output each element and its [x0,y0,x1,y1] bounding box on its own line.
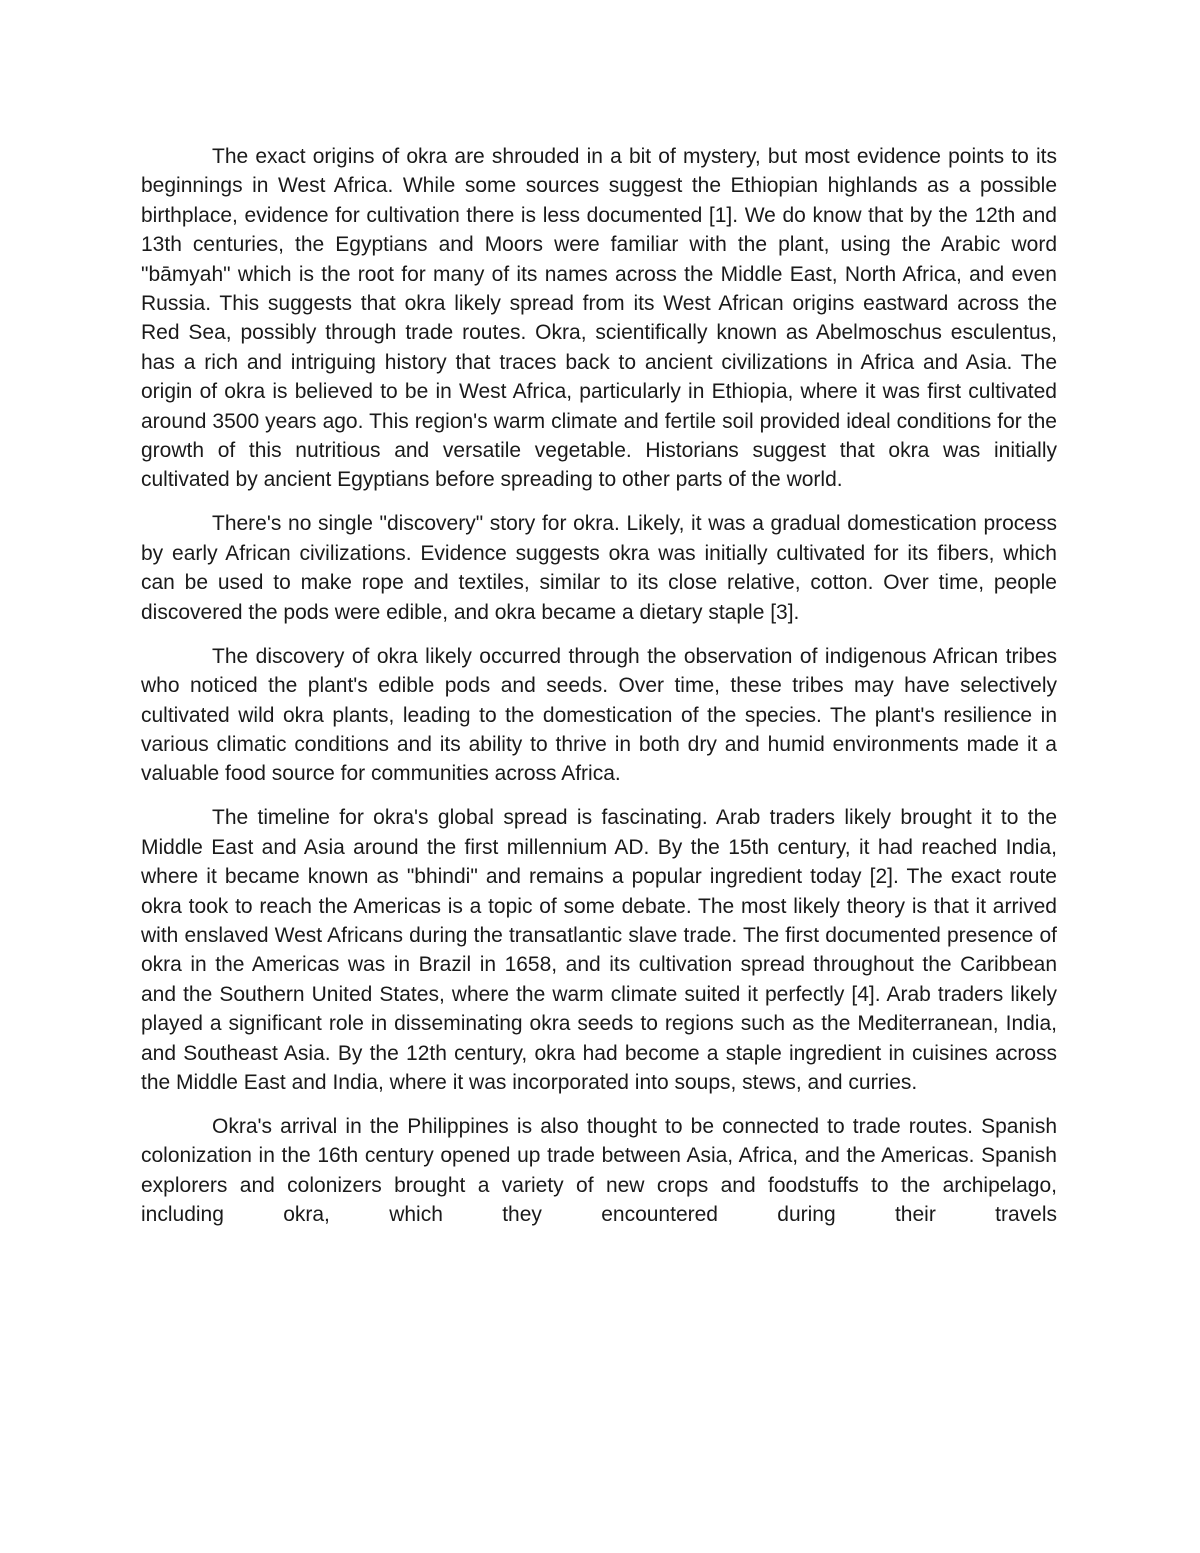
paragraph-okra-discovery-story: There's no single "discovery" story for okra. Likely, it was a gradual domestication process by early African civilizations. Evidence suggests okra was initially cultivated for its fibers, which can be used to make rope and textiles, similar to its close relative, cotton. Over time, people discovered the pods were edible, and okra became a dietary staple [3]. [141,512,1057,624]
paragraph-okra-global-spread: The timeline for okra's global spread is fascinating. Arab traders likely brought it to the Middle East and Asia around the first millennium AD. By the 15th century, it had reached India, where it became known as "bhindi" and remains a popular ingredient today [2]. The exact route okra took to reach the Americas is a topic of some debate. The most likely theory is that it arrived with enslaved West Africans during the transatlantic slave trade. The first documented presence of okra in the Americas was in Brazil in 1658, and its cultivation spread throughout the Caribbean and the Southern United States, where the warm climate suited it perfectly [4]. Arab traders likely played a significant role in disseminating okra seeds to regions such as the Mediterranean, India, and Southeast Asia. By the 12th century, okra had become a staple ingredient in cuisines across the Middle East and India, where it was incorporated into soups, stews, and curries. [141,806,1057,1094]
document-body [141,142,1057,1244]
paragraph-okra-origins: The exact origins of okra are shrouded in a bit of mystery, but most evidence points to its beginnings in West Africa. While some sources suggest the Ethiopian highlands as a possible birthplace, evidence for cultivation there is less documented [1]. We do know that by the 12th and 13th centuries, the Egyptians and Moors were familiar with the plant, using the Arabic word "bāmyah" which is the root for many of its names across the Middle East, North Africa, and even Russia. This suggests that okra likely spread from its West African origins eastward across the Red Sea, possibly through trade routes. Okra, scientifically known as Abelmoschus esculentus, has a rich and intriguing history that traces back to ancient civilizations in Africa and Asia. The origin of okra is believed to be in West Africa, particularly in Ethiopia, where it was first cultivated around 3500 years ago. This region's warm climate and fertile soil provided ideal conditions for the growth of this nutritious and versatile vegetable. Historians suggest that okra was initially cultivated by ancient Egyptians before spreading to other parts of the world. [141,145,1057,492]
paragraph-okra-philippines: Okra's arrival in the Philippines is also thought to be connected to trade routes. Spanish colonization in the 16th century opened up trade between Asia, Africa, and the Americas. Spanish explorers and colonizers brought a variety of new crops and foodstuffs to the archipelago, including okra, which they encountered during their travels [141,1114,1057,1227]
paragraph-okra-domestication: The discovery of okra likely occurred through the observation of indigenous African tribes who noticed the plant's edible pods and seeds. Over time, these tribes may have selectively cultivated wild okra plants, leading to the domestication of the species. The plant's resilience in various climatic conditions and its ability to thrive in both dry and humid environments made it a valuable food source for communities across Africa. [141,644,1057,786]
